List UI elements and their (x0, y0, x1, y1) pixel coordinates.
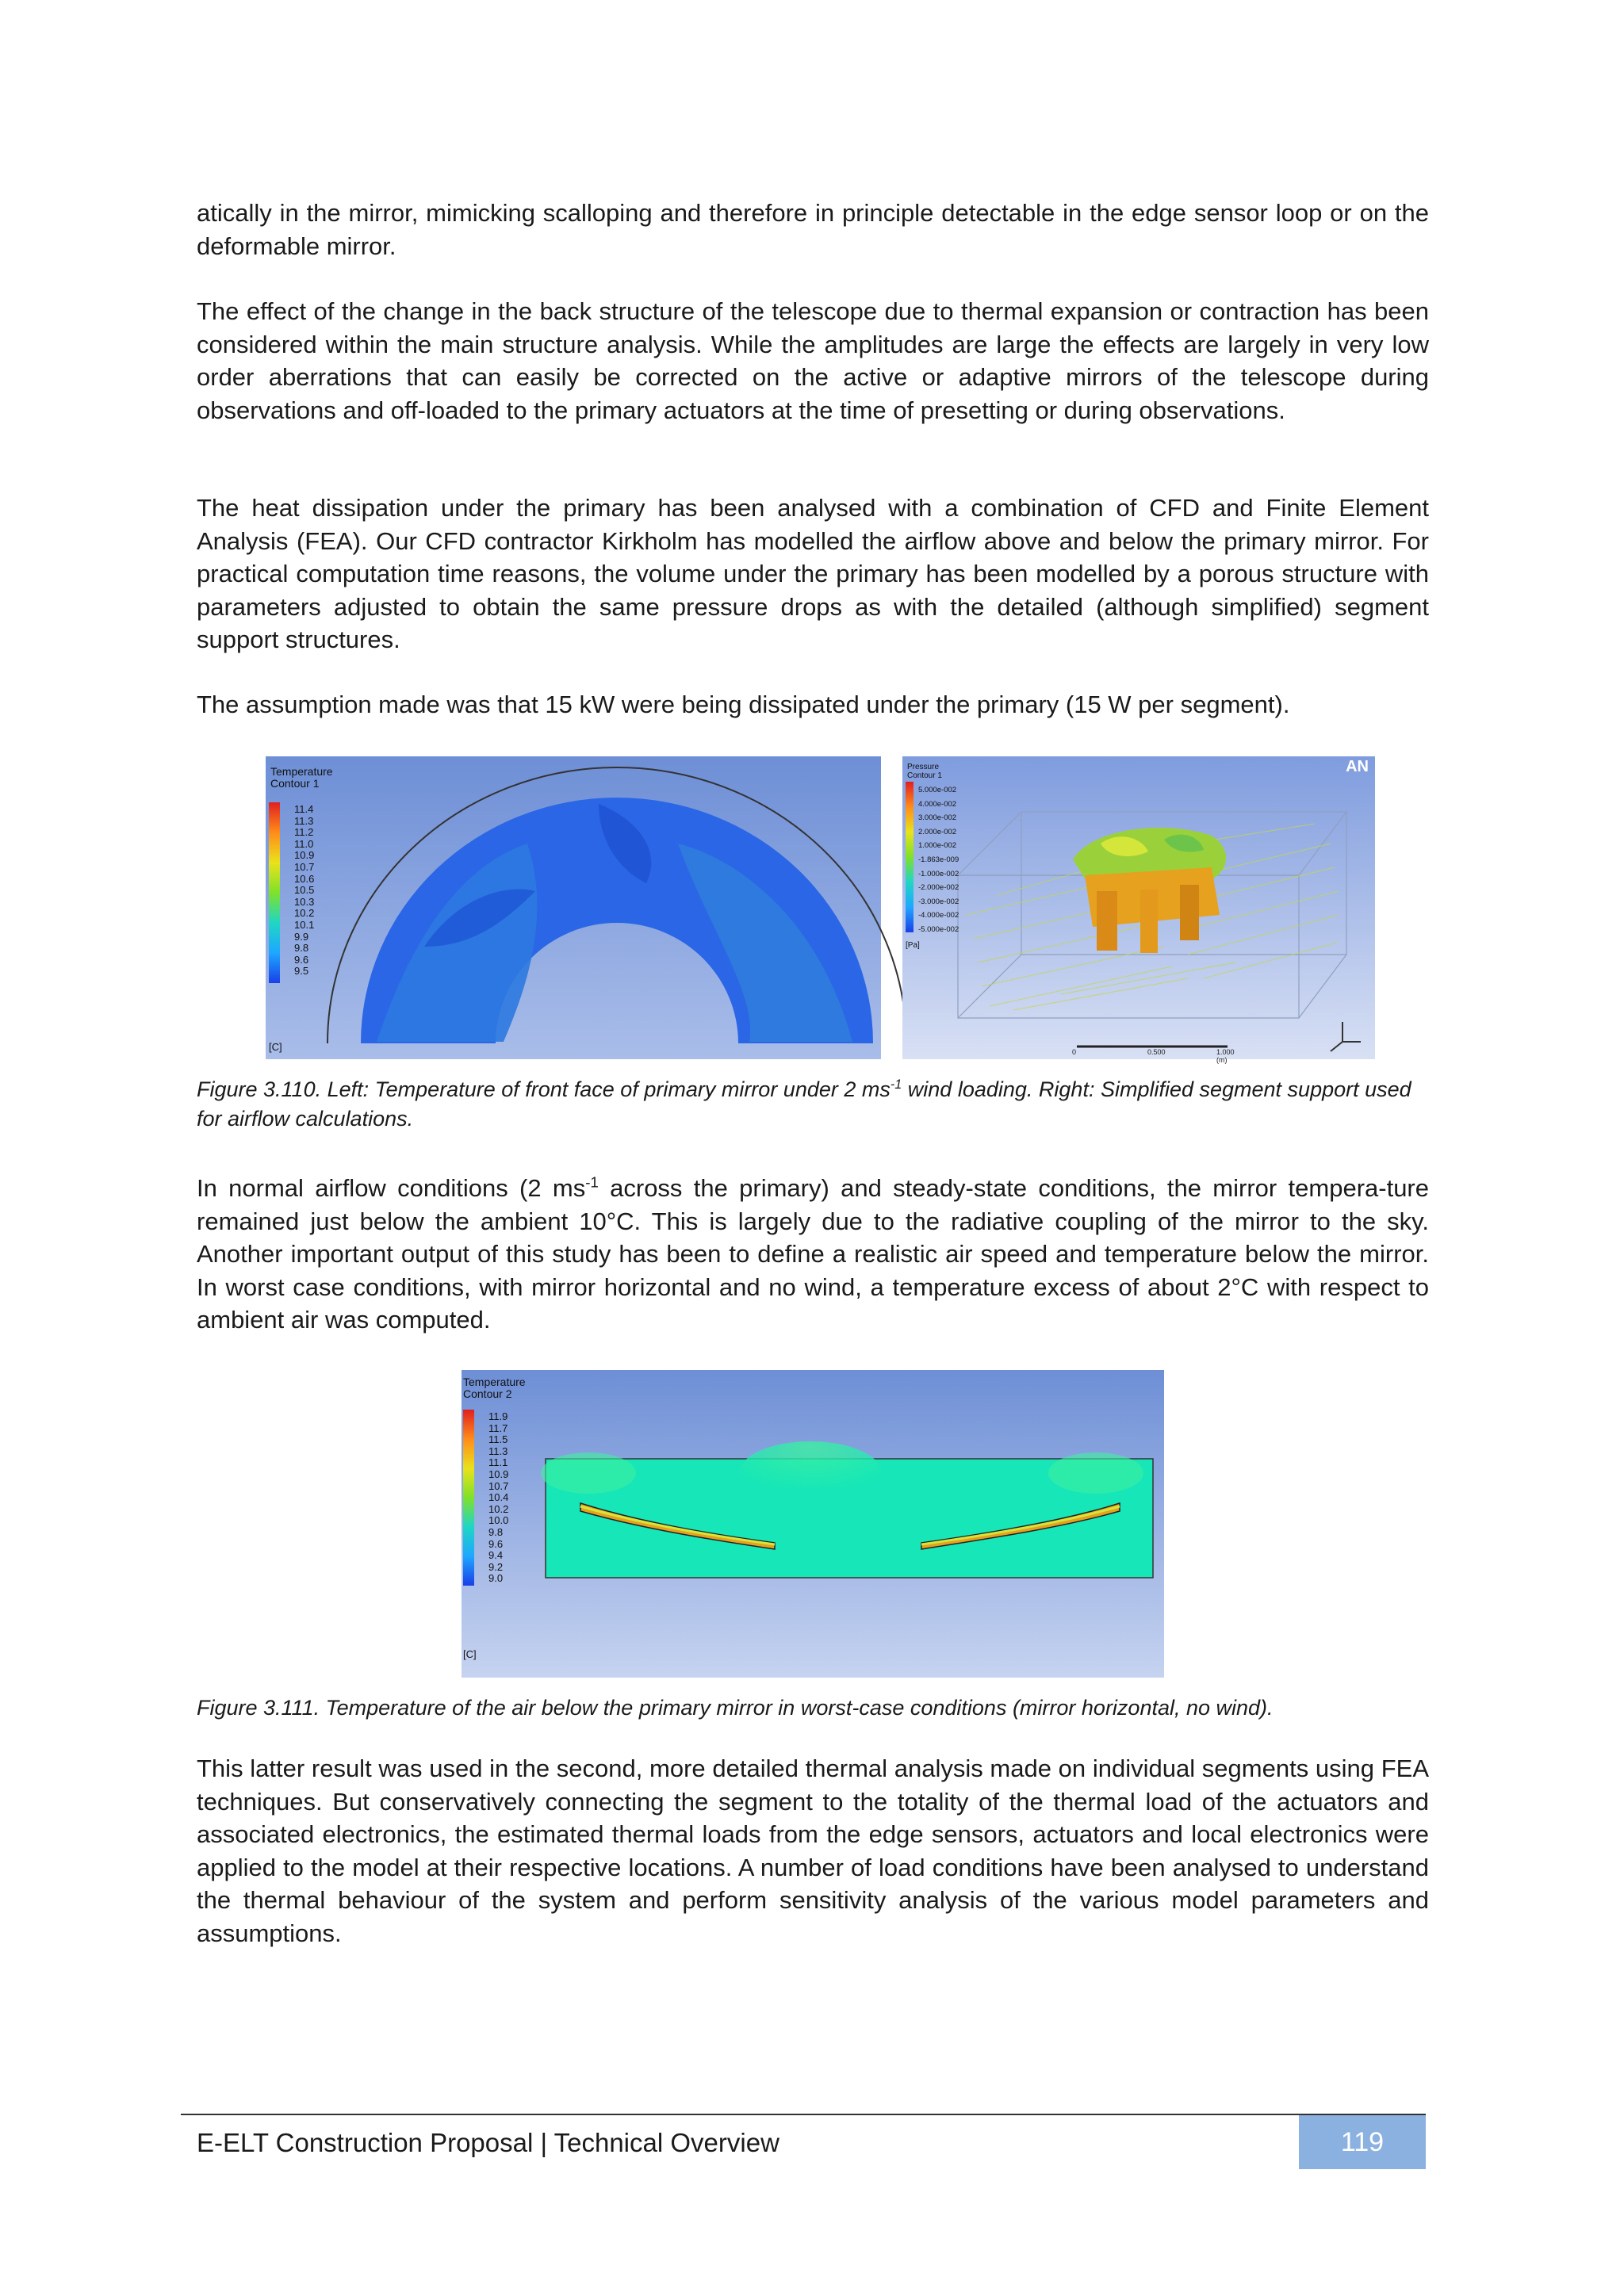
page-number: 119 (1299, 2115, 1426, 2169)
legend-level: 10.2 (488, 1502, 509, 1515)
legend-level: 11.1 (488, 1456, 508, 1469)
legend-level: 10.1 (294, 918, 315, 931)
legend-level: 11.4 (294, 803, 314, 815)
scale-label: 0.500 (1147, 1048, 1166, 1056)
scale-label: 1.000 (m) (1216, 1048, 1235, 1064)
scale-bar-labels (1072, 1048, 1247, 1064)
figure-111-caption: Figure 3.111. Temperature of the air below the primary mirror in worst-case conditions (mirror horizontal, no wind). (197, 1696, 1274, 1720)
legend-level: 10.3 (294, 895, 315, 908)
legend-level: 9.6 (488, 1537, 504, 1550)
legend-level: -3.000e-002 (918, 897, 959, 906)
legend-level: 9.8 (294, 942, 309, 955)
legend-level: 11.3 (294, 814, 314, 827)
legend-level: 11.9 (488, 1410, 508, 1422)
legend-levels (488, 1411, 508, 1585)
legend-levels (294, 804, 314, 978)
legend-levels (918, 783, 959, 937)
legend-level: 10.7 (294, 860, 315, 873)
legend-level: 10.2 (294, 907, 315, 920)
legend-level: 10.5 (294, 884, 315, 897)
legend-level: 2.000e-002 (918, 827, 957, 836)
legend-subtitle: Contour 1 (270, 777, 320, 790)
paragraph-text: In normal airflow conditions (2 ms (197, 1174, 586, 1202)
legend-unit: [C] (269, 1041, 282, 1053)
paragraph-6: This latter result was used in the second, more detailed thermal analysis made on individual segments using FEA techniques. But conservatively connecting the segment to the totality of the thermal load of the actuators and associated electronics, the estimated thermal loads from the edge sensors, actuators and local electronics were applied to the model at their respective locations. A number of load conditions have been analysed to understand the thermal behaviour of the system and perform sensitivity analysis of the various model parameters and assumptions. (197, 1755, 1429, 1947)
paragraph-2: The effect of the change in the back structure of the telescope due to thermal expansion or contraction has been considered within the main structure analysis. While the amplitudes are large the effects are largely in very low order aberrations that can easily be corrected on the active or adaptive mirrors of the telescope during observations and off-loaded to the primary actuators at the time of presetting or during observations. (197, 297, 1429, 424)
colorbar (906, 782, 914, 932)
legend-level: -1.000e-002 (918, 869, 959, 878)
legend-level: 9.5 (294, 965, 309, 978)
legend-title: Temperature (463, 1376, 526, 1388)
legend-level: 11.2 (294, 826, 314, 839)
colorbar (463, 1410, 474, 1586)
footer-title: E-ELT Construction Proposal | Technical Overview (197, 2128, 779, 2157)
legend-level: 10.7 (488, 1479, 509, 1492)
legend-title: Pressure (907, 763, 940, 771)
legend-level: 10.9 (294, 849, 315, 862)
legend-level: -5.000e-002 (918, 924, 959, 934)
caption-text: wind loading. Right: Simplified segment support used for airflow calculations. (197, 1077, 1411, 1131)
figure-110-caption (197, 1075, 1434, 1134)
legend-level: 10.9 (488, 1468, 509, 1480)
legend-level: 10.0 (488, 1514, 509, 1527)
caption-superscript: -1 (890, 1077, 902, 1092)
scale-label: 0 (1072, 1048, 1077, 1056)
legend-level: 11.5 (488, 1433, 508, 1446)
legend-level: -2.000e-002 (918, 883, 959, 893)
figure-110-left-temperature-plot (266, 756, 881, 1059)
paragraph-text: across the primary) and steady-state conditions, the mirror tempera-ture remained just below the ambient 10°C. This is largely due to the radiative coupling of the mirror to the sky. Another important output of this study has been to define a realistic air speed and temperature below the mirror. In worst case conditions, with mirror horizontal and no wind, a temperature excess of about 2°C with respect to ambient air was computed. (197, 1174, 1429, 1334)
legend-title: Temperature (270, 765, 333, 778)
legend-level: 9.0 (488, 1572, 504, 1585)
legend-level: 11.3 (488, 1445, 508, 1457)
legend-level: 4.000e-002 (918, 799, 957, 809)
legend-unit: [Pa] (906, 941, 920, 950)
paragraph-1: atically in the mirror, mimicking scalloping and therefore in principle detectable in the edge sensor loop or on the deformable mirror. (197, 199, 1429, 260)
legend-level: 9.2 (488, 1560, 504, 1573)
legend-level: 5.000e-002 (918, 786, 957, 794)
paragraph-superscript: -1 (585, 1173, 599, 1191)
colorbar (269, 802, 280, 983)
figure-111-temperature-plot (462, 1370, 1164, 1678)
legend-level: 10.6 (294, 872, 315, 885)
ansys-logo: AN (1346, 758, 1369, 775)
legend-level: 9.4 (488, 1549, 504, 1562)
legend-level: -4.000e-002 (918, 911, 959, 920)
legend-level: 9.8 (488, 1525, 504, 1538)
paragraph-4: The assumption made was that 15 kW were being dissipated under the primary (15 W per segment). (197, 691, 1290, 718)
legend-level: 3.000e-002 (918, 813, 957, 823)
legend-level: 1.000e-002 (918, 841, 957, 851)
caption-text: Figure 3.110. Left: Temperature of front face of primary mirror under 2 ms (197, 1077, 891, 1101)
paragraph-5 (197, 1172, 1429, 1337)
legend-level: 11.7 (488, 1422, 508, 1434)
footer-rule (181, 2114, 1426, 2115)
legend-subtitle: Contour 2 (463, 1387, 512, 1400)
legend-level: 11.0 (294, 837, 314, 850)
legend-unit: [C] (463, 1648, 477, 1660)
legend-level: 10.4 (488, 1491, 509, 1504)
paragraph-3: The heat dissipation under the primary has been analysed with a combination of CFD and Finite Element Analysis (FEA). Our CFD contractor Kirkholm has modelled the airflow above and below the primary mirror. For practical computation time reasons, the volume under the primary has been modelled by a porous structure with parameters adjusted to obtain the same pressure drops as with the detailed (although simplified) segment support structures. (197, 494, 1429, 653)
legend-level: -1.863e-009 (918, 855, 959, 864)
legend-subtitle: Contour 1 (907, 771, 942, 780)
figure-110-right-pressure-plot (902, 756, 1375, 1064)
legend-level: 9.6 (294, 953, 309, 966)
legend-level: 9.9 (294, 930, 309, 943)
